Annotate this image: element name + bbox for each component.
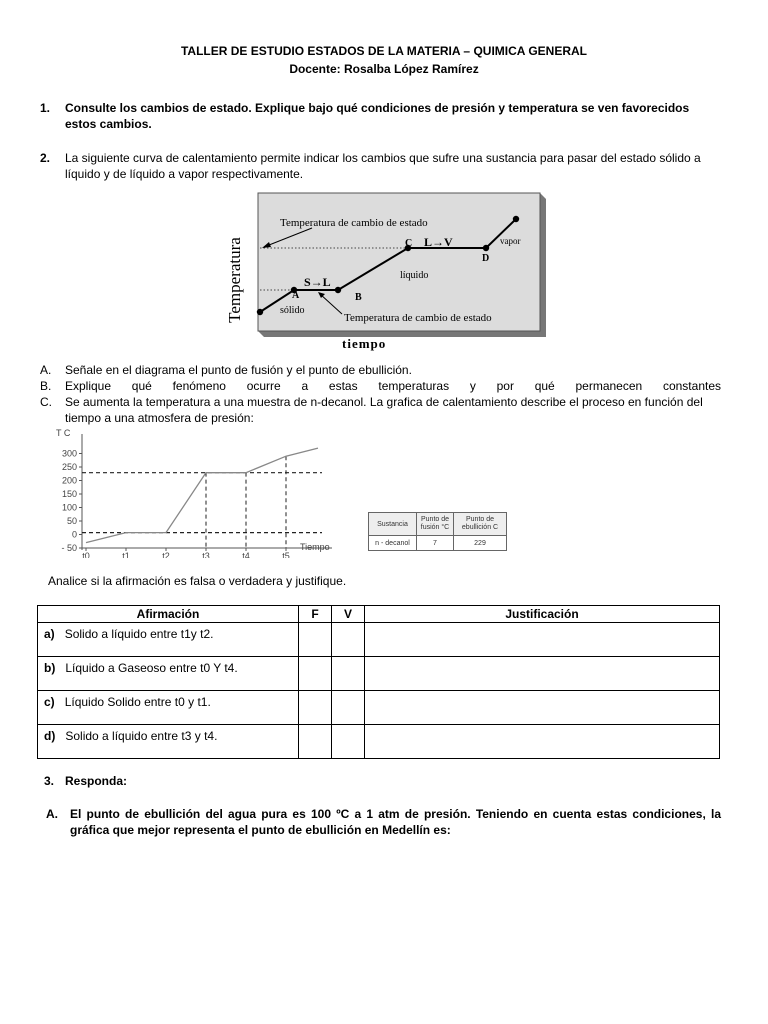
prop-cell-boiling: 229 (454, 536, 507, 551)
item-c-letter: C. (40, 395, 52, 409)
decanol-chart-svg (52, 428, 352, 558)
table-row (38, 657, 720, 691)
affirmation-b (38, 657, 299, 691)
y-tick-label: 150 (61, 489, 77, 499)
q2-number: 2. (40, 151, 51, 165)
item-c-text: Se aumenta la temperatura a una muestra de n-decanol. La grafica de calentamiento describe el proceso en función del tiempo a una atmosfera de presión: (65, 395, 703, 425)
table-row (38, 691, 720, 725)
y-tick-label: 300 (61, 448, 77, 459)
row-letter: a) (44, 627, 55, 641)
affirmation-a (38, 623, 299, 657)
solid-label: sólido (280, 305, 305, 316)
affirmation-d (38, 725, 299, 759)
document-title: TALLER DE ESTUDIO ESTADOS DE LA MATERIA – QUIMICA GENERAL (180, 44, 587, 58)
item-a-text: Señale en el diagrama el punto de fusión y el punto de ebullición. (65, 363, 412, 377)
q3a-text: El punto de ebullición del agua pura es 100 ºC a 1 atm de presión. Teniendo en cuenta estas condiciones, la gráfica que mejor representa el punto de ebullición en Medellín es: (70, 807, 721, 837)
justification-cell-b[interactable] (365, 657, 720, 691)
x-tick-label: t3 (202, 551, 210, 558)
prop-header-boiling: Punto de ebullición C (454, 513, 507, 536)
s-to-l-label: S→L (304, 275, 331, 289)
x-tick-label: t4 (242, 551, 250, 558)
property-table (368, 512, 507, 551)
false-cell-a[interactable] (299, 623, 332, 657)
justification-cell-a[interactable] (365, 623, 720, 657)
point-c-label: C (405, 238, 413, 249)
item-b-text: Explique qué fenómeno ocurre a estas temperaturas y por qué permanecen constantes (65, 379, 721, 393)
diagram-x-axis-label: tiempo (342, 336, 387, 351)
row-text: Líquido Solido entre t0 y t1. (64, 695, 211, 709)
y-tick-label: 100 (61, 502, 77, 513)
prop-header-melting: Punto de fusión °C (417, 513, 454, 536)
row-letter: b) (44, 661, 56, 675)
property-table-grid (368, 512, 507, 551)
y-tick-label: 50 (66, 516, 77, 526)
heating-curve-line (86, 448, 318, 542)
x-tick-label: t2 (162, 551, 170, 558)
q3-text: Responda: (65, 774, 128, 788)
x-axis-label: Tiempo (300, 542, 330, 552)
y-axis-label: T C (56, 428, 71, 438)
justification-cell-d[interactable] (365, 725, 720, 759)
true-cell-d[interactable] (332, 725, 365, 759)
analyze-instruction: Analice si la afirmación es falsa o verdadera y justifique. (48, 574, 347, 588)
q1-text: Consulte los cambios de estado. Explique bajo qué condiciones de presión y temperatura se ven favorecidos estos cambios. (65, 101, 690, 131)
prop-cell-substance: n - decanol (369, 536, 417, 551)
q1-number: 1. (40, 101, 51, 115)
teacher-name: Docente: Rosalba López Ramírez (289, 62, 479, 76)
affirmations-table (37, 605, 720, 759)
l-to-v-label: L→V (424, 235, 453, 249)
table-row (38, 623, 720, 657)
point-a-label: A (292, 290, 300, 301)
y-tick-label: 200 (61, 475, 77, 486)
x-tick-label: t5 (282, 551, 290, 558)
heating-curve-svg (224, 190, 554, 350)
row-text: Líquido a Gaseoso entre t0 Y t4. (65, 661, 238, 675)
x-tick-label: t0 (82, 551, 90, 558)
header-justification: Justificación (365, 606, 720, 623)
q3-number: 3. (44, 774, 55, 788)
table-row (38, 725, 720, 759)
liquid-label: líquido (400, 270, 429, 281)
header-true: V (332, 606, 365, 623)
true-cell-c[interactable] (332, 691, 365, 725)
false-cell-d[interactable] (299, 725, 332, 759)
true-cell-b[interactable] (332, 657, 365, 691)
row-letter: d) (44, 729, 56, 743)
vapor-label: vapor (500, 236, 521, 246)
header-affirmation: Afirmación (38, 606, 299, 623)
prop-cell-melting: 7 (417, 536, 454, 551)
false-cell-c[interactable] (299, 691, 332, 725)
x-tick-label: t1 (122, 551, 130, 558)
point-b-label: B (355, 292, 362, 303)
diagram-bottom-label: Temperatura de cambio de estado (344, 312, 492, 324)
false-cell-b[interactable] (299, 657, 332, 691)
y-tick-label: - 50 (61, 543, 77, 553)
row-text: Solido a líquido entre t3 y t4. (65, 729, 218, 743)
q2-text: La siguiente curva de calentamiento permite indicar los cambios que sufre una sustancia para pasar del estado sólido a líquido y de líquido a vapor respectivamente. (65, 151, 701, 181)
y-tick-label: 0 (71, 529, 77, 540)
diagram-y-axis-label: Temperatura (225, 237, 244, 323)
row-letter: c) (44, 695, 55, 709)
row-text: Solido a líquido entre t1y t2. (64, 627, 214, 641)
heating-curve-diagram (224, 190, 554, 350)
item-a-letter: A. (40, 363, 52, 377)
point-d-label: D (482, 253, 490, 264)
diagram-y-axis-label-wrap (224, 230, 246, 340)
header-false: F (299, 606, 332, 623)
item-b-letter: B. (40, 379, 52, 393)
decanol-chart (52, 428, 352, 558)
diagram-top-label: Temperatura de cambio de estado (280, 217, 428, 229)
y-tick-label: 250 (61, 462, 77, 472)
true-cell-a[interactable] (332, 623, 365, 657)
affirmations-header-row (38, 606, 720, 623)
q3a-letter: A. (46, 807, 58, 821)
justification-cell-c[interactable] (365, 691, 720, 725)
affirmation-c (38, 691, 299, 725)
prop-header-substance: Sustancia (369, 513, 417, 536)
